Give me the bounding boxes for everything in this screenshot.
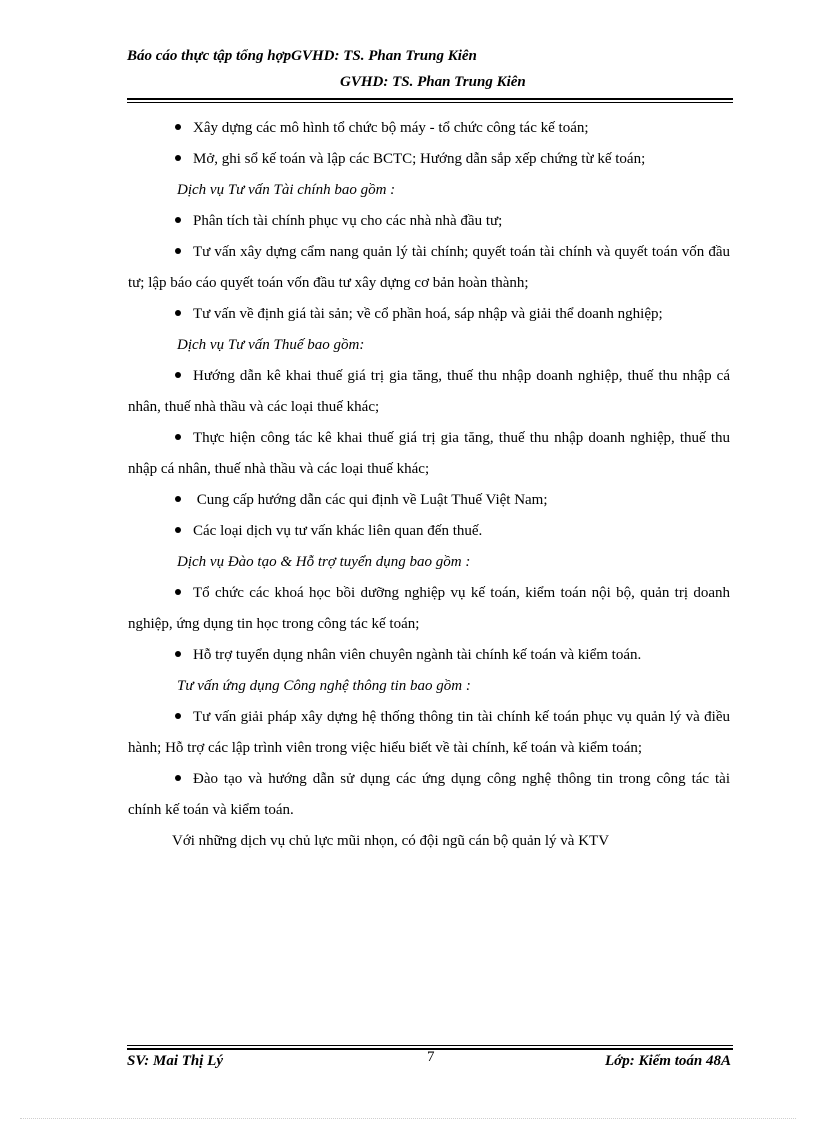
list-item bbox=[128, 237, 730, 299]
bullet-icon bbox=[175, 496, 181, 502]
header-supervisor: GVHD: TS. Phan Trung Kiên bbox=[340, 74, 526, 90]
list-item-text: Các loại dịch vụ tư vấn khác liên quan đến thuế. bbox=[193, 523, 483, 539]
list-item bbox=[128, 361, 730, 423]
list-item-text: Tư vấn về định giá tài sản; về cổ phần hoá, sáp nhập và giải thể doanh nghiệp; bbox=[193, 306, 663, 322]
bullet-icon bbox=[175, 372, 181, 378]
list-item-text: Tư vấn xây dựng cẩm nang quản lý tài chính; quyết toán tài chính và quyết toán vốn đầu tư; lập báo cáo quyết toán vốn đầu tư xây dựng cơ bản hoàn thành; bbox=[128, 244, 730, 291]
footer-class: Lớp: Kiểm toán 48A bbox=[605, 1053, 731, 1069]
bullet-icon bbox=[175, 124, 181, 130]
bullet-icon bbox=[175, 651, 181, 657]
section-heading: Tư vấn ứng dụng Công nghệ thông tin bao gồm : bbox=[177, 678, 471, 694]
bullet-icon bbox=[175, 527, 181, 533]
header-title: Báo cáo thực tập tổng hợpGVHD: TS. Phan Trung Kiên bbox=[127, 48, 477, 64]
document-body bbox=[128, 113, 730, 857]
footer-student: SV: Mai Thị Lý bbox=[127, 1053, 223, 1069]
footer-rule-thin bbox=[127, 1045, 733, 1046]
section-heading: Dịch vụ Đào tạo & Hỗ trợ tuyển dụng bao gồm : bbox=[177, 554, 471, 570]
list-item-text: Cung cấp hướng dẫn các qui định về Luật Thuế Việt Nam; bbox=[193, 492, 548, 508]
bullet-icon bbox=[175, 155, 181, 161]
bullet-icon bbox=[175, 217, 181, 223]
list-item bbox=[128, 640, 730, 671]
list-item-text: Tổ chức các khoá học bồi dưỡng nghiệp vụ kế toán, kiểm toán nội bộ, quản trị doanh nghiệp, ứng dụng tin học trong công tác kế toán; bbox=[128, 585, 730, 632]
list-item-text: Phân tích tài chính phục vụ cho các nhà nhà đầu tư; bbox=[193, 213, 503, 229]
list-item bbox=[128, 764, 730, 826]
list-item-text: Xây dựng các mô hình tổ chức bộ máy - tổ chức công tác kế toán; bbox=[193, 120, 589, 136]
bullet-icon bbox=[175, 434, 181, 440]
list-item-text: Hỗ trợ tuyển dụng nhân viên chuyên ngành tài chính kế toán và kiểm toán. bbox=[193, 647, 642, 663]
list-item bbox=[128, 299, 730, 330]
list-item bbox=[128, 516, 730, 547]
page-footer bbox=[127, 1045, 733, 1075]
section-heading: Dịch vụ Tư vấn Tài chính bao gồm : bbox=[177, 182, 396, 198]
list-item-text: Thực hiện công tác kê khai thuế giá trị gia tăng, thuế thu nhập doanh nghiệp, thuế thu nhập cá nhân, thuế nhà thầu và các loại thuế khác; bbox=[128, 430, 730, 477]
list-item bbox=[128, 113, 730, 144]
bullet-icon bbox=[175, 713, 181, 719]
bullet-icon bbox=[175, 248, 181, 254]
list-item bbox=[128, 485, 730, 516]
list-item bbox=[128, 206, 730, 237]
list-item bbox=[128, 578, 730, 640]
bullet-icon bbox=[175, 589, 181, 595]
bullet-icon bbox=[175, 310, 181, 316]
list-item bbox=[128, 144, 730, 175]
body-paragraph: Với những dịch vụ chủ lực mũi nhọn, có đội ngũ cán bộ quản lý và KTV bbox=[172, 833, 610, 849]
page-number: 7 bbox=[427, 1049, 435, 1065]
list-item-text: Mở, ghi sổ kế toán và lập các BCTC; Hướng dẫn sắp xếp chứng từ kế toán; bbox=[193, 151, 646, 167]
header-rule-thin bbox=[127, 102, 733, 103]
section-heading: Dịch vụ Tư vấn Thuế bao gồm: bbox=[177, 337, 365, 353]
page-header bbox=[127, 48, 733, 104]
page-edge-divider bbox=[20, 1118, 796, 1119]
list-item-text: Đào tạo và hướng dẫn sử dụng các ứng dụng công nghệ thông tin trong công tác tài chính kế toán và kiểm toán. bbox=[128, 771, 730, 818]
bullet-icon bbox=[175, 775, 181, 781]
list-item bbox=[128, 423, 730, 485]
list-item-text: Hướng dẫn kê khai thuế giá trị gia tăng, thuế thu nhập doanh nghiệp, thuế thu nhập cá nhân, thuế nhà thầu và các loại thuế khác; bbox=[128, 368, 730, 415]
list-item-text: Tư vấn giải pháp xây dựng hệ thống thông tin tài chính kế toán phục vụ quản lý và điều hành; Hỗ trợ các lập trình viên trong việc hiểu biết về tài chính, kế toán và kiểm toán; bbox=[128, 709, 730, 756]
header-rule-thick bbox=[127, 98, 733, 100]
list-item bbox=[128, 702, 730, 764]
